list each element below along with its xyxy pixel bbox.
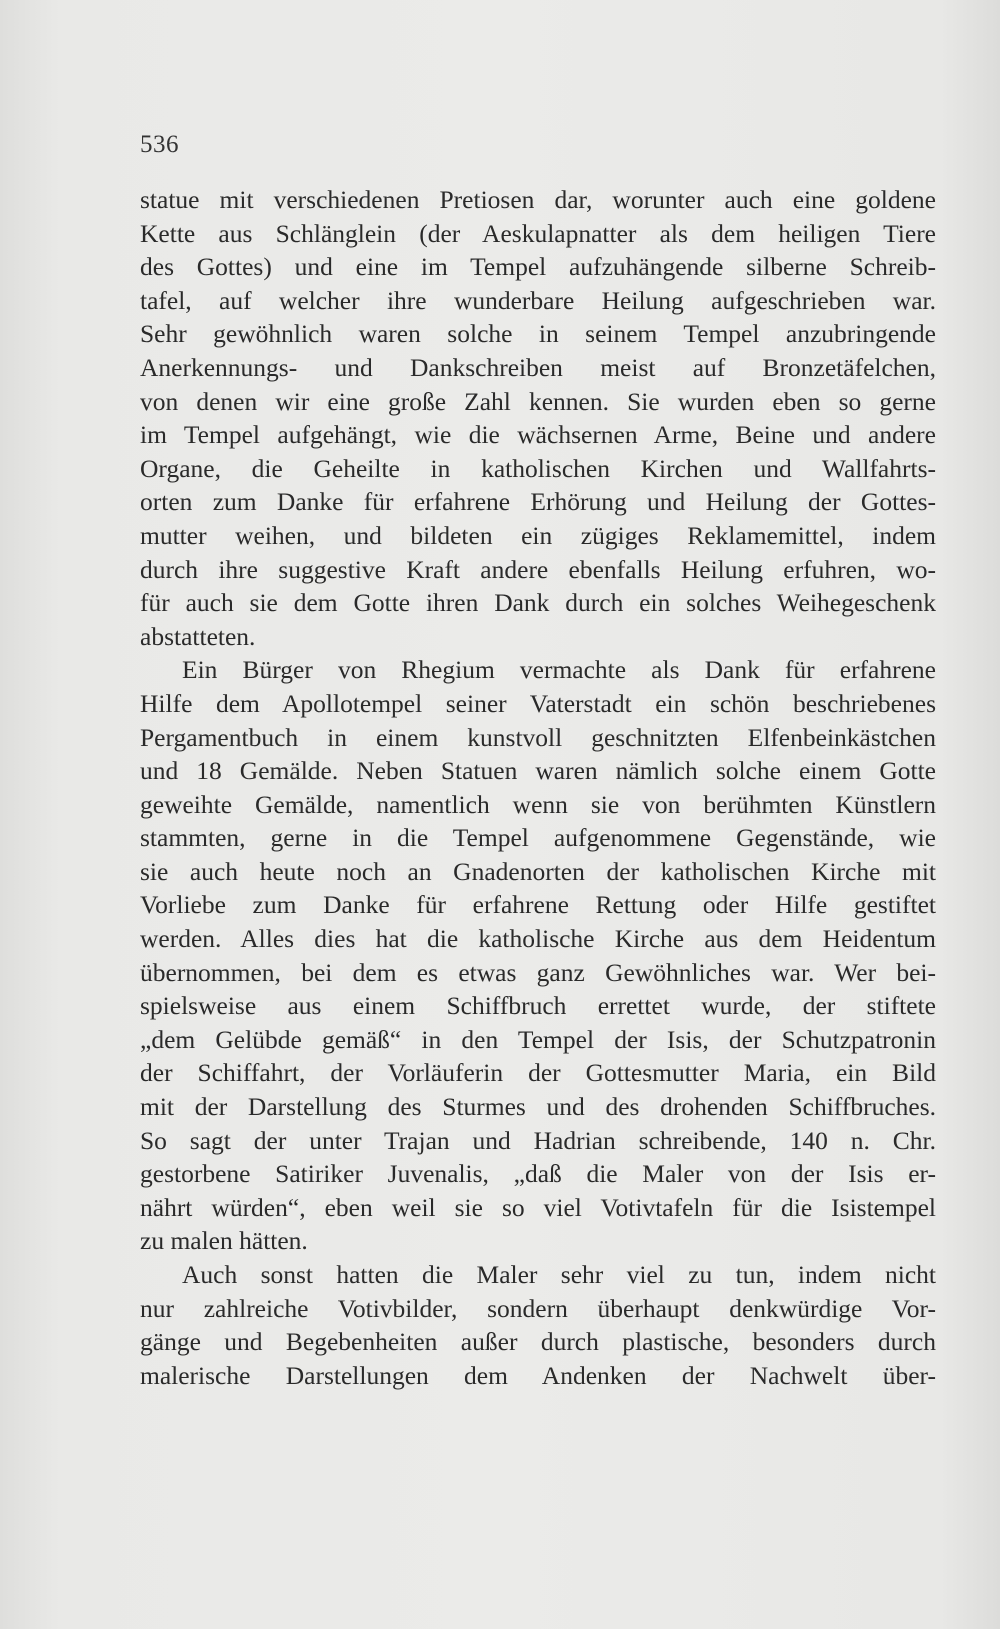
text-line: Hilfe dem Apollotempel seiner Vaterstadt ein schön beschriebenes [140, 688, 936, 718]
text-line: „dem Gelübde gemäß“ in den Tempel der Isis, der Schutzpatronin [140, 1024, 936, 1054]
text-line: werden. Alles dies hat die katholische Kirche aus dem Heidentum [140, 924, 936, 954]
text-line: übernommen, bei dem es etwas ganz Gewöhnliches war. Wer bei- [140, 957, 936, 987]
text-line: abstatteten. [140, 621, 256, 651]
text-line: tafel, auf welcher ihre wunderbare Heilung aufgeschrieben war. [140, 285, 936, 315]
text-line: nährt würden“, eben weil sie so viel Votivtafeln für die Isistempel [140, 1192, 936, 1222]
text-line: Vorliebe zum Danke für erfahrene Rettung oder Hilfe gestiftet [140, 890, 936, 920]
text-line: orten zum Danke für erfahrene Erhörung und Heilung der Gottes- [140, 487, 936, 517]
text-line: der Schiffahrt, der Vorläuferin der Gottesmutter Maria, ein Bild [140, 1058, 936, 1088]
body-text [140, 183, 936, 1392]
text-line: geweihte Gemälde, namentlich wenn sie von berühmten Künstlern [140, 789, 936, 819]
text-line: des Gottes) und eine im Tempel aufzuhängende silberne Schreib- [140, 252, 936, 282]
text-line: Auch sonst hatten die Maler sehr viel zu tun, indem nicht [182, 1260, 936, 1289]
text-line: stammten, gerne in die Tempel aufgenommene Gegenstände, wie [140, 823, 936, 853]
text-line: zu malen hätten. [140, 1226, 308, 1256]
text-line: im Tempel aufgehängt, wie die wächsernen Arme, Beine und andere [140, 420, 936, 450]
text-line: Sehr gewöhnlich waren solche in seinem Tempel anzubringende [140, 319, 936, 349]
text-line: Kette aus Schlänglein (der Aeskulapnatter als dem heiligen Tiere [140, 218, 936, 248]
text-line: für auch sie dem Gotte ihren Dank durch ein solches Weihegeschenk [140, 588, 936, 618]
text-line: Ein Bürger von Rhegium vermachte als Dank für erfahrene [182, 655, 936, 685]
text-line: nur zahlreiche Votivbilder, sondern überhaupt denkwürdige Vor- [140, 1293, 936, 1323]
text-line: mutter weihen, und bildeten ein zügiges Reklamemittel, indem [140, 520, 936, 550]
text-line: spielsweise aus einem Schiffbruch errettet wurde, der stiftete [140, 991, 936, 1021]
text-line: sie auch heute noch an Gnadenorten der katholischen Kirche mit [140, 856, 936, 886]
text-line: durch ihre suggestive Kraft andere ebenfalls Heilung erfuhren, wo- [140, 554, 936, 584]
text-line: Anerkennungs- und Dankschreiben meist auf Bronzetäfelchen, [140, 352, 936, 382]
text-line: statue mit verschiedenen Pretiosen dar, worunter auch eine goldene [140, 185, 936, 214]
text-line: gestorbene Satiriker Juvenalis, „daß die Maler von der Isis er- [140, 1159, 936, 1189]
text-line: gänge und Begebenheiten außer durch plastische, besonders durch [140, 1327, 936, 1357]
text-line: Organe, die Geheilte in katholischen Kirchen und Wallfahrts- [140, 453, 936, 483]
text-line: Pergamentbuch in einem kunstvoll geschnitzten Elfenbeinkästchen [140, 722, 936, 752]
page-number: 536 [140, 131, 179, 158]
text-line: malerische Darstellungen dem Andenken der Nachwelt über- [140, 1360, 936, 1390]
text-line: von denen wir eine große Zahl kennen. Sie wurden eben so gerne [140, 386, 936, 416]
text-line: So sagt der unter Trajan und Hadrian schreibende, 140 n. Chr. [140, 1125, 936, 1155]
text-line: und 18 Gemälde. Neben Statuen waren nämlich solche einem Gotte [140, 756, 936, 786]
text-line: mit der Darstellung des Sturmes und des drohenden Schiffbruches. [140, 1092, 936, 1122]
